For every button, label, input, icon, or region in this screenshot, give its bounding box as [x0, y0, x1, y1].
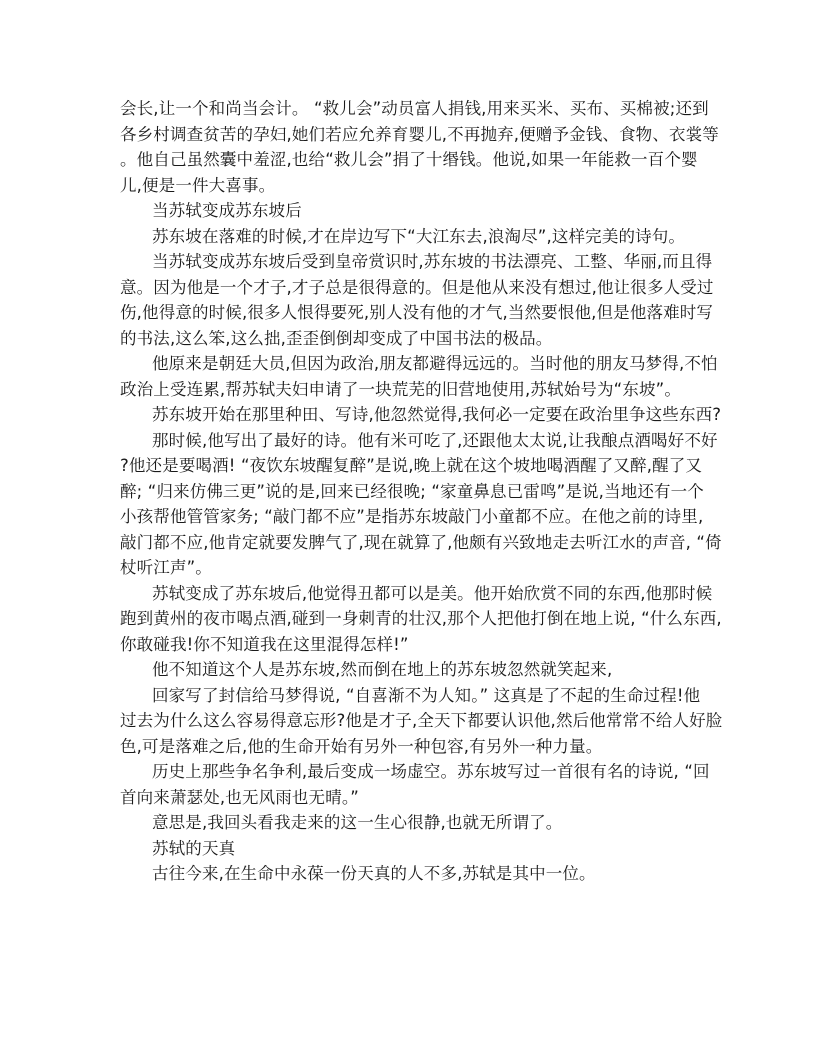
text-line: 杖听江声”。: [120, 558, 212, 577]
text-line: 醉; “归来仿佛三更”说的是,回来已经很晚; “家童鼻息已雷鸣”是说,当地还有一个: [120, 481, 704, 501]
text-line: 苏东坡开始在那里种田、写诗,他忽然觉得,我何必一定要在政治里争这些东西?: [152, 405, 722, 424]
text-line: 跑到黄州的夜市喝点酒,碰到一身刺青的壮汉,那个人把他打倒在地上说, “什么东西,: [120, 609, 722, 628]
text-line: 小孩帮他管管家务; “敲门都不应”是指苏东坡敲门小童都不应。在他之前的诗里,: [120, 507, 704, 526]
text-line: 伤,他得意的时候,很多人恨得要死,别人没有他的才气,当然要恨他,但是他落难时写: [120, 303, 714, 322]
text-line: ?他还是要喝酒! “夜饮东坡醒复醉”是说,晚上就在这个坡地喝酒醒了又醉,醒了又: [120, 456, 703, 475]
text-line: 你敢碰我!你不知道我在这里混得怎样!”: [120, 634, 409, 654]
text-line: 的书法,这么笨,这么拙,歪歪倒倒却变成了中国书法的极品。: [120, 328, 553, 348]
text-line: 苏东坡在落难的时候,才在岸边写下“大江东去,浪淘尽”,这样完美的诗句。: [152, 226, 686, 246]
text-line: 政治上受连累,帮苏轼夫妇申请了一块荒芜的旧营地使用,苏轼始号为“东坡”。: [120, 379, 681, 399]
text-line: 历史上那些争名争利,最后变成一场虚空。苏东坡写过一首很有名的诗说, “回: [152, 762, 710, 781]
section-heading: 当苏轼变成苏东坡后: [152, 201, 302, 220]
text-line: 那时候,他写出了最好的诗。他有米可吃了,还跟他太太说,让我酿点酒喝好不好: [152, 430, 718, 450]
text-line: 意思是,我回头看我走来的这一生心很静,也就无所谓了。: [152, 813, 563, 832]
text-line: 敲门都不应,他肯定就要发脾气了,现在就算了,他颇有兴致地走去听江水的声音, “倚: [120, 532, 722, 552]
text-line: 回家写了封信给马梦得说, “自喜渐不为人知。” 这真是了不起的生命过程!他: [152, 685, 701, 705]
text-line: 色,可是落难之后,他的生命开始有另外一种包容,有另外一种力量。: [120, 736, 603, 756]
text-line: 他原来是朝廷大员,但因为政治,朋友都避得远远的。当时他的朋友马梦得,不怕: [152, 354, 718, 373]
text-line: 当苏轼变成苏东坡后受到皇帝赏识时,苏东坡的书法漂亮、工整、华丽,而且得: [152, 252, 713, 271]
text-line: 苏轼变成了苏东坡后,他觉得丑都可以是美。他开始欣赏不同的东西,他那时候: [152, 583, 713, 603]
text-line: 意。因为他是一个才子,才子总是很得意的。但是他从来没有想过,他让很多人受过: [120, 277, 714, 297]
text-line: 会长,让一个和尚当会计。 “救儿会”动员富人捐钱,用来买米、买布、买棉被;还到: [120, 99, 709, 118]
document-page: [120, 96, 723, 887]
text-line: 各乡村调查贫苦的孕妇,她们若应允养育婴儿,不再抛弃,便赠予金钱、食物、衣裳等: [120, 124, 719, 144]
text-line: 他不知道这个人是苏东坡,然而倒在地上的苏东坡忽然就笑起来,: [152, 660, 613, 679]
text-line: 。他自己虽然囊中羞涩,也给“救儿会”捐了十缗钱。他说,如果一年能救一百个婴: [120, 150, 698, 169]
section-heading: 苏轼的天真: [152, 838, 236, 858]
text-line: 首向来萧瑟处,也无风雨也无晴。”: [120, 787, 359, 807]
text-line: 古往今来,在生命中永葆一份天真的人不多,苏轼是其中一位。: [152, 864, 596, 883]
text-line: 过去为什么这么容易得意忘形?他是才子,全天下都要认识他,然后他常常不给人好脸: [120, 711, 723, 730]
text-line: 儿,便是一件大喜事。: [120, 175, 276, 195]
